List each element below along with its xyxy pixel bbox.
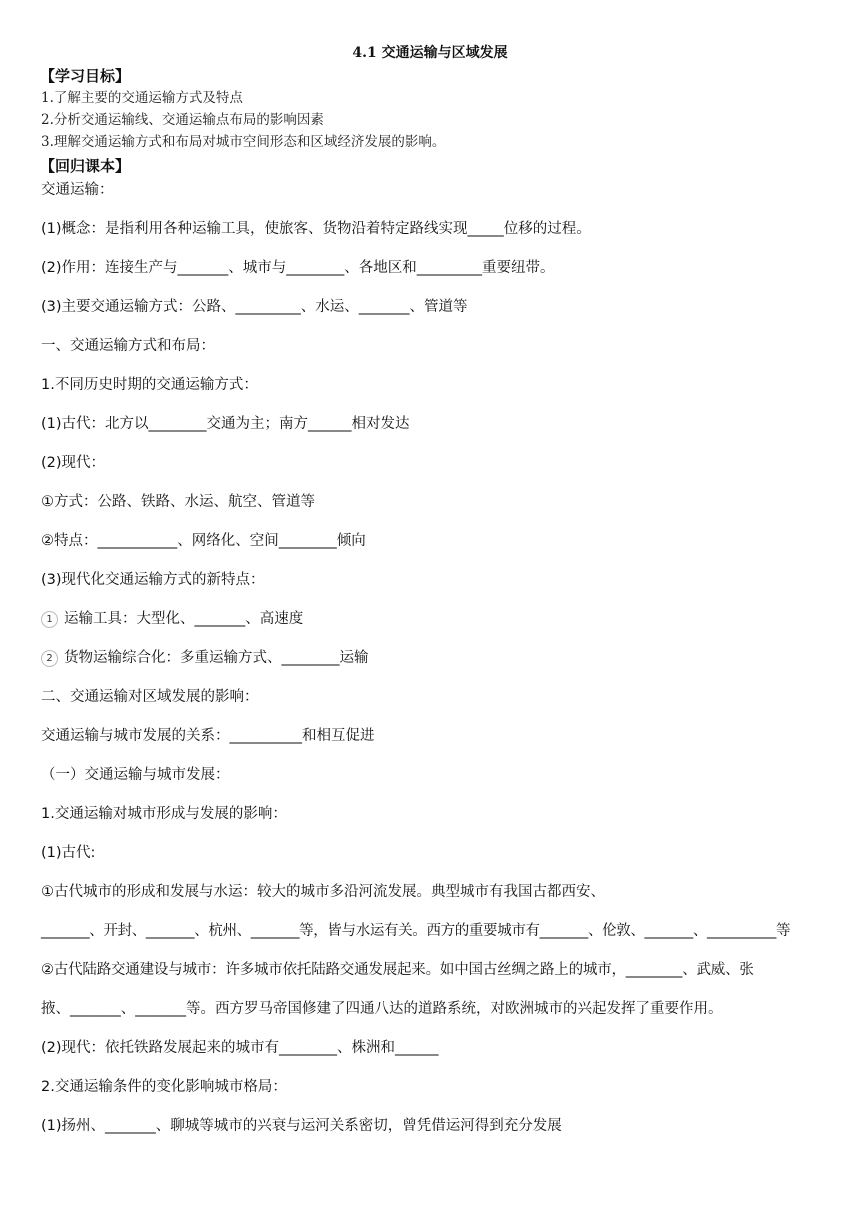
text-line: ②古代陆路交通建设与城市：许多城市依托陆路交通发展起来。如中国古丝绸之路上的城市，________、武威、张 — [41, 962, 754, 978]
section-heading-objectives: 【学习目标】 — [40, 67, 131, 85]
text-line: 一、交通运输方式和布局： — [41, 338, 215, 354]
text-line: 1.交通运输对城市形成与发展的影响： — [41, 806, 287, 822]
text-line: (1)概念：是指利用各种运输工具，使旅客、货物沿着特定路线实现_____位移的过程。 — [41, 221, 591, 237]
text-line: _______、开封、_______、杭州、_______等，皆与水运有关。西方的重要城市有_______、伦敦、_______、__________等 — [41, 923, 791, 939]
text-line: 交通运输与城市发展的关系：__________和相互促进 — [41, 728, 375, 744]
text-line: 二、交通运输对区域发展的影响： — [41, 689, 259, 705]
text-line: 2.交通运输条件的变化影响城市格局： — [41, 1079, 287, 1095]
page-title: 4.1 交通运输与区域发展 — [352, 45, 508, 61]
numbered-line — [41, 648, 369, 668]
text-line: (2)作用：连接生产与_______、城市与________、各地区和_________重要纽带。 — [41, 260, 555, 276]
text-line: 运输工具：大型化、_______、高速度 — [64, 611, 304, 627]
objective-item: 1.了解主要的交通运输方式及特点 — [41, 90, 243, 106]
text-line: 交通运输： — [41, 182, 114, 198]
text-line: (1)古代: — [41, 845, 96, 861]
text-line: (3)主要交通运输方式：公路、_________、水运、_______、管道等 — [41, 299, 468, 315]
objective-item: 3.理解交通运输方式和布局对城市空间形态和区域经济发展的影响。 — [41, 134, 446, 150]
text-line: （一）交通运输与城市发展： — [41, 767, 230, 783]
section-heading-review: 【回归课本】 — [40, 157, 131, 175]
text-line: (1)古代：北方以________交通为主；南方______相对发达 — [41, 416, 410, 432]
text-line: ①古代城市的形成和发展与水运：较大的城市多沿河流发展。典型城市有我国古都西安、 — [41, 884, 605, 900]
text-line: (2)现代：依托铁路发展起来的城市有________、株洲和______ — [41, 1040, 439, 1056]
text-line: (2)现代： — [41, 455, 106, 471]
text-line: (1)扬州、_______、聊城等城市的兴衰与运河关系密切，曾凭借运河得到充分发展 — [41, 1118, 562, 1134]
circled-number: 2 — [41, 650, 58, 667]
text-line: 1.不同历史时期的交通运输方式： — [41, 377, 258, 393]
circled-number: 1 — [41, 611, 58, 628]
text-line: 掖、_______、_______等。西方罗马帝国修建了四通八达的道路系统，对欧洲城市的兴起发挥了重要作用。 — [41, 1001, 723, 1017]
numbered-line — [41, 609, 303, 629]
objective-item: 2.分析交通运输线、交通运输点布局的影响因素 — [41, 112, 324, 128]
text-line: (3)现代化交通运输方式的新特点： — [41, 572, 265, 588]
text-line: ②特点：___________、网络化、空间________倾向 — [41, 533, 366, 549]
text-line: ①方式：公路、铁路、水运、航空、管道等 — [41, 494, 315, 510]
text-line: 货物运输综合化：多重运输方式、________运输 — [64, 650, 369, 666]
